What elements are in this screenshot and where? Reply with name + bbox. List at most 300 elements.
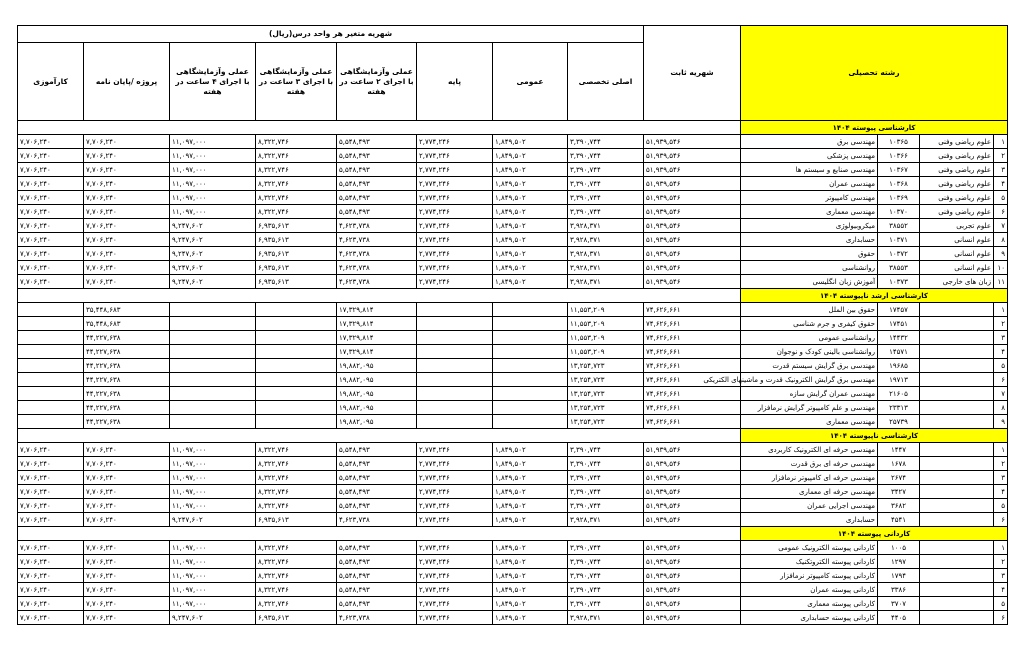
lab-2h-fee: ۵,۵۴۸,۴۹۳ xyxy=(337,471,417,485)
project-fee: ۷,۷۰۶,۲۴۰ xyxy=(84,471,170,485)
field-code: ۱۹۷۱۳ xyxy=(878,373,920,387)
lab-2h-fee: ۴,۶۲۳,۷۳۸ xyxy=(337,247,417,261)
project-fee: ۷,۷۰۶,۲۴۰ xyxy=(84,499,170,513)
general-fee: ۱,۸۴۹,۵۰۲ xyxy=(493,471,568,485)
internship-fee xyxy=(18,373,84,387)
lab-2h-fee: ۱۷,۳۲۹,۸۱۴ xyxy=(337,345,417,359)
row-number: ۲ xyxy=(994,457,1008,471)
lab-3h-fee: ۸,۳۲۲,۷۴۶ xyxy=(256,583,337,597)
general-fee: ۱,۸۴۹,۵۰۲ xyxy=(493,191,568,205)
field-name: کاردانی پیوسته عمران xyxy=(741,583,878,597)
lab-2h-fee: ۱۹,۸۸۲,۰۹۵ xyxy=(337,415,417,429)
header-general: عمومی xyxy=(493,43,568,121)
field-group: علوم ریاضی وفنی xyxy=(920,205,994,219)
table-row xyxy=(18,191,1008,205)
general-fee: ۱,۸۴۹,۵۰۲ xyxy=(493,443,568,457)
table-row xyxy=(18,177,1008,191)
lab-4h-fee: ۱۱,۰۹۷,۰۰۰ xyxy=(170,135,256,149)
field-code: ۱۷۹۴ xyxy=(878,569,920,583)
specialized-fee: ۱۱,۵۵۳,۲۰۹ xyxy=(568,317,644,331)
project-fee: ۷,۷۰۶,۲۴۰ xyxy=(84,191,170,205)
lab-4h-fee: ۱۱,۰۹۷,۰۰۰ xyxy=(170,191,256,205)
general-fee: ۱,۸۴۹,۵۰۲ xyxy=(493,233,568,247)
table-row xyxy=(18,247,1008,261)
row-number: ۵ xyxy=(994,597,1008,611)
header-lab-2h: عملی وآزمایشگاهی با اجرای ۲ ساعت در هفته xyxy=(337,43,417,121)
lab-2h-fee: ۱۷,۳۲۹,۸۱۴ xyxy=(337,317,417,331)
field-name: مهندسی معماری xyxy=(741,415,878,429)
fixed-tuition: ۵۱,۹۳۹,۵۴۶ xyxy=(644,135,741,149)
lab-3h-fee: ۸,۳۲۲,۷۴۶ xyxy=(256,177,337,191)
table-row xyxy=(18,359,1008,373)
row-number: ۱ xyxy=(994,135,1008,149)
internship-fee: ۷,۷۰۶,۲۴۰ xyxy=(18,233,84,247)
base-fee xyxy=(417,303,493,317)
field-code: ۲۶۷۴ xyxy=(878,471,920,485)
table-row xyxy=(18,303,1008,317)
specialized-fee: ۱۱,۵۵۳,۲۰۹ xyxy=(568,303,644,317)
field-code: ۴۴۰۵ xyxy=(878,611,920,625)
field-code: ۱۰۰۵ xyxy=(878,541,920,555)
specialized-fee: ۱۱,۵۵۳,۲۰۹ xyxy=(568,345,644,359)
fixed-tuition: ۵۱,۹۳۹,۵۴۶ xyxy=(644,583,741,597)
lab-4h-fee xyxy=(170,331,256,345)
field-name: مهندسی اجرایی عمران xyxy=(741,499,878,513)
fixed-tuition: ۵۱,۹۳۹,۵۴۶ xyxy=(644,163,741,177)
specialized-fee: ۳,۳۹۰,۷۴۴ xyxy=(568,583,644,597)
project-fee: ۷,۷۰۶,۲۴۰ xyxy=(84,485,170,499)
field-group xyxy=(920,513,994,527)
specialized-fee: ۳,۹۲۸,۳۷۱ xyxy=(568,247,644,261)
base-fee xyxy=(417,373,493,387)
table-row xyxy=(18,345,1008,359)
lab-3h-fee xyxy=(256,303,337,317)
field-group: علوم انسانی xyxy=(920,247,994,261)
table-row xyxy=(18,219,1008,233)
row-number: ۵ xyxy=(994,191,1008,205)
specialized-fee: ۳,۹۲۸,۳۷۱ xyxy=(568,233,644,247)
row-number: ۳ xyxy=(994,569,1008,583)
internship-fee: ۷,۷۰۶,۲۴۰ xyxy=(18,247,84,261)
lab-4h-fee: ۱۱,۰۹۷,۰۰۰ xyxy=(170,555,256,569)
section-header-row xyxy=(18,121,1008,135)
header-fixed-tuition: شهریه ثابت xyxy=(644,26,741,121)
lab-3h-fee: ۶,۹۳۵,۶۱۳ xyxy=(256,513,337,527)
specialized-fee: ۳,۹۲۸,۳۷۱ xyxy=(568,611,644,625)
project-fee: ۷,۷۰۶,۲۴۰ xyxy=(84,555,170,569)
lab-2h-fee: ۵,۵۴۸,۴۹۳ xyxy=(337,205,417,219)
section-header-row xyxy=(18,429,1008,443)
project-fee: ۴۴,۲۲۷,۶۳۸ xyxy=(84,415,170,429)
lab-4h-fee xyxy=(170,359,256,373)
field-name: حقوق xyxy=(741,247,878,261)
base-fee: ۲,۷۷۴,۲۴۶ xyxy=(417,443,493,457)
field-name: مهندسی عمران گرایش سازه xyxy=(741,387,878,401)
lab-2h-fee: ۵,۵۴۸,۴۹۳ xyxy=(337,191,417,205)
row-number: ۸ xyxy=(994,401,1008,415)
row-number: ۴ xyxy=(994,583,1008,597)
base-fee: ۲,۷۷۴,۲۴۶ xyxy=(417,471,493,485)
field-group: علوم انسانی xyxy=(920,261,994,275)
field-name: حقوق کیفری و جرم شناسی xyxy=(741,317,878,331)
general-fee: ۱,۸۴۹,۵۰۲ xyxy=(493,541,568,555)
project-fee: ۷,۷۰۶,۲۴۰ xyxy=(84,597,170,611)
specialized-fee: ۳,۳۹۰,۷۴۴ xyxy=(568,457,644,471)
field-code: ۱۲۹۷ xyxy=(878,555,920,569)
field-name: حسابداری xyxy=(741,513,878,527)
specialized-fee: ۱۳,۲۵۴,۷۲۳ xyxy=(568,373,644,387)
header-field: رشته تحصیلی xyxy=(741,26,1008,121)
fixed-tuition: ۵۱,۹۳۹,۵۴۶ xyxy=(644,205,741,219)
project-fee: ۳۵,۴۴۸,۶۸۳ xyxy=(84,317,170,331)
table-row xyxy=(18,415,1008,429)
internship-fee: ۷,۷۰۶,۲۴۰ xyxy=(18,499,84,513)
field-code: ۱۹۶۸۵ xyxy=(878,359,920,373)
project-fee: ۷,۷۰۶,۲۴۰ xyxy=(84,583,170,597)
header-lab-3h: عملی وآزمایشگاهی با اجرای ۳ ساعت در هفته xyxy=(256,43,337,121)
row-number: ۳ xyxy=(994,331,1008,345)
field-name: مهندسی پزشکی xyxy=(741,149,878,163)
internship-fee: ۷,۷۰۶,۲۴۰ xyxy=(18,569,84,583)
field-name: مهندسی برق گرایش سیستم قدرت xyxy=(741,359,878,373)
general-fee: ۱,۸۴۹,۵۰۲ xyxy=(493,177,568,191)
base-fee: ۲,۷۷۴,۲۴۶ xyxy=(417,191,493,205)
specialized-fee: ۳,۳۹۰,۷۴۴ xyxy=(568,499,644,513)
internship-fee xyxy=(18,303,84,317)
lab-2h-fee: ۱۹,۸۸۲,۰۹۵ xyxy=(337,359,417,373)
lab-4h-fee: ۹,۲۴۷,۶۰۲ xyxy=(170,611,256,625)
lab-4h-fee: ۱۱,۰۹۷,۰۰۰ xyxy=(170,163,256,177)
row-number: ۹ xyxy=(994,247,1008,261)
base-fee: ۲,۷۷۴,۲۴۶ xyxy=(417,135,493,149)
fixed-tuition: ۵۱,۹۳۹,۵۴۶ xyxy=(644,191,741,205)
row-number: ۱ xyxy=(994,541,1008,555)
field-group xyxy=(920,317,994,331)
section-title: کارشناسی پیوسته ۱۴۰۴ xyxy=(741,121,1008,135)
field-code: ۱۰۳۶۹ xyxy=(878,191,920,205)
field-group xyxy=(920,611,994,625)
project-fee: ۷,۷۰۶,۲۴۰ xyxy=(84,275,170,289)
section-title: کاردانی پیوسته ۱۴۰۴ xyxy=(741,527,1008,541)
base-fee: ۲,۷۷۴,۲۴۶ xyxy=(417,163,493,177)
lab-2h-fee: ۵,۵۴۸,۴۹۳ xyxy=(337,177,417,191)
base-fee: ۲,۷۷۴,۲۴۶ xyxy=(417,177,493,191)
field-code: ۱۰۳۶۵ xyxy=(878,135,920,149)
field-group xyxy=(920,541,994,555)
field-group xyxy=(920,569,994,583)
lab-2h-fee: ۵,۵۴۸,۴۹۳ xyxy=(337,555,417,569)
specialized-fee: ۳,۳۹۰,۷۴۴ xyxy=(568,163,644,177)
field-group: علوم ریاضی وفنی xyxy=(920,177,994,191)
base-fee xyxy=(417,401,493,415)
base-fee xyxy=(417,387,493,401)
lab-4h-fee: ۱۱,۰۹۷,۰۰۰ xyxy=(170,583,256,597)
lab-3h-fee xyxy=(256,401,337,415)
lab-3h-fee: ۶,۹۳۵,۶۱۳ xyxy=(256,275,337,289)
field-group xyxy=(920,443,994,457)
project-fee: ۷,۷۰۶,۲۴۰ xyxy=(84,233,170,247)
specialized-fee: ۳,۳۹۰,۷۴۴ xyxy=(568,135,644,149)
field-name: کاردانی پیوسته حسابداری xyxy=(741,611,878,625)
table-row xyxy=(18,471,1008,485)
specialized-fee: ۳,۳۹۰,۷۴۴ xyxy=(568,443,644,457)
lab-2h-fee: ۴,۶۲۳,۷۳۸ xyxy=(337,513,417,527)
internship-fee: ۷,۷۰۶,۲۴۰ xyxy=(18,135,84,149)
fixed-tuition: ۷۴,۶۲۶,۶۶۱ xyxy=(644,401,741,415)
base-fee: ۲,۷۷۴,۲۴۶ xyxy=(417,583,493,597)
lab-4h-fee xyxy=(170,317,256,331)
field-group xyxy=(920,331,994,345)
field-group xyxy=(920,345,994,359)
field-code: ۳۶۸۲ xyxy=(878,499,920,513)
specialized-fee: ۳,۳۹۰,۷۴۴ xyxy=(568,541,644,555)
field-code: ۳۸۵۵۳ xyxy=(878,261,920,275)
header-lab-4h: عملی وآزمایشگاهی با اجرای ۴ ساعت در هفته xyxy=(170,43,256,121)
internship-fee: ۷,۷۰۶,۲۴۰ xyxy=(18,611,84,625)
specialized-fee: ۳,۳۹۰,۷۴۴ xyxy=(568,177,644,191)
field-name: مهندسی برق xyxy=(741,135,878,149)
field-group xyxy=(920,303,994,317)
lab-2h-fee: ۵,۵۴۸,۴۹۳ xyxy=(337,443,417,457)
field-code: ۳۳۸۶ xyxy=(878,583,920,597)
field-name: کاردانی پیوسته الکترونیک عمومی xyxy=(741,541,878,555)
specialized-fee: ۳,۹۲۸,۳۷۱ xyxy=(568,261,644,275)
field-code: ۱۴۵۷۱ xyxy=(878,345,920,359)
table-row xyxy=(18,373,1008,387)
lab-3h-fee: ۸,۳۲۲,۷۴۶ xyxy=(256,135,337,149)
lab-2h-fee: ۵,۵۴۸,۴۹۳ xyxy=(337,541,417,555)
table-row xyxy=(18,275,1008,289)
field-name: مهندسی برق گرایش الکترونیک قدرت و ماشینهای الکتریکی xyxy=(741,373,878,387)
field-group: علوم ریاضی وفنی xyxy=(920,135,994,149)
lab-4h-fee xyxy=(170,345,256,359)
base-fee xyxy=(417,359,493,373)
table-row xyxy=(18,541,1008,555)
section-title: کارشناسی ارشد ناپیوسته ۱۴۰۴ xyxy=(741,289,1008,303)
fixed-tuition: ۵۱,۹۳۹,۵۴۶ xyxy=(644,555,741,569)
fixed-tuition: ۷۴,۶۲۶,۶۶۱ xyxy=(644,317,741,331)
field-group xyxy=(920,471,994,485)
lab-3h-fee: ۶,۹۳۵,۶۱۳ xyxy=(256,233,337,247)
tuition-table xyxy=(17,25,1008,625)
field-code: ۱۰۳۶۷ xyxy=(878,163,920,177)
general-fee: ۱,۸۴۹,۵۰۲ xyxy=(493,247,568,261)
row-number: ۶ xyxy=(994,205,1008,219)
lab-3h-fee: ۸,۳۲۲,۷۴۶ xyxy=(256,485,337,499)
lab-2h-fee: ۱۷,۳۲۹,۸۱۴ xyxy=(337,303,417,317)
internship-fee: ۷,۷۰۶,۲۴۰ xyxy=(18,457,84,471)
specialized-fee: ۳,۳۹۰,۷۴۴ xyxy=(568,555,644,569)
fixed-tuition: ۵۱,۹۳۹,۵۴۶ xyxy=(644,177,741,191)
lab-3h-fee: ۶,۹۳۵,۶۱۳ xyxy=(256,611,337,625)
general-fee xyxy=(493,415,568,429)
lab-3h-fee xyxy=(256,345,337,359)
field-name: مهندسی حرفه ای الکترونیک کاربردی xyxy=(741,443,878,457)
internship-fee xyxy=(18,331,84,345)
field-group xyxy=(920,387,994,401)
general-fee: ۱,۸۴۹,۵۰۲ xyxy=(493,149,568,163)
row-number: ۸ xyxy=(994,233,1008,247)
lab-2h-fee: ۵,۵۴۸,۴۹۳ xyxy=(337,485,417,499)
project-fee: ۷,۷۰۶,۲۴۰ xyxy=(84,135,170,149)
general-fee xyxy=(493,401,568,415)
field-name: کاردانی پیوسته معماری xyxy=(741,597,878,611)
base-fee xyxy=(417,331,493,345)
row-number: ۲ xyxy=(994,149,1008,163)
table-row xyxy=(18,555,1008,569)
lab-2h-fee: ۵,۵۴۸,۴۹۳ xyxy=(337,597,417,611)
internship-fee: ۷,۷۰۶,۲۴۰ xyxy=(18,191,84,205)
general-fee: ۱,۸۴۹,۵۰۲ xyxy=(493,555,568,569)
project-fee: ۷,۷۰۶,۲۴۰ xyxy=(84,443,170,457)
field-code: ۱۰۳۶۸ xyxy=(878,177,920,191)
fixed-tuition: ۷۴,۶۲۶,۶۶۱ xyxy=(644,373,741,387)
lab-3h-fee: ۶,۹۳۵,۶۱۳ xyxy=(256,247,337,261)
fixed-tuition: ۵۱,۹۳۹,۵۴۶ xyxy=(644,541,741,555)
internship-fee xyxy=(18,317,84,331)
field-name: روانشناسی xyxy=(741,261,878,275)
project-fee: ۷,۷۰۶,۲۴۰ xyxy=(84,541,170,555)
lab-4h-fee xyxy=(170,303,256,317)
table-row xyxy=(18,569,1008,583)
specialized-fee: ۳,۳۹۰,۷۴۴ xyxy=(568,597,644,611)
row-number: ۱ xyxy=(994,303,1008,317)
field-code: ۱۰۳۷۲ xyxy=(878,247,920,261)
fixed-tuition: ۷۴,۶۲۶,۶۶۱ xyxy=(644,359,741,373)
lab-3h-fee: ۸,۳۲۲,۷۴۶ xyxy=(256,569,337,583)
section-title: کارشناسی ناپیوسته ۱۴۰۴ xyxy=(741,429,1008,443)
lab-2h-fee: ۴,۶۲۳,۷۳۸ xyxy=(337,275,417,289)
base-fee: ۲,۷۷۴,۲۴۶ xyxy=(417,555,493,569)
internship-fee: ۷,۷۰۶,۲۴۰ xyxy=(18,163,84,177)
base-fee: ۲,۷۷۴,۲۴۶ xyxy=(417,569,493,583)
section-spacer xyxy=(18,527,741,541)
field-name: روانشناسی عمومی xyxy=(741,331,878,345)
fixed-tuition: ۵۱,۹۳۹,۵۴۶ xyxy=(644,261,741,275)
internship-fee: ۷,۷۰۶,۲۴۰ xyxy=(18,205,84,219)
lab-3h-fee: ۶,۹۳۵,۶۱۳ xyxy=(256,261,337,275)
specialized-fee: ۳,۳۹۰,۷۴۴ xyxy=(568,569,644,583)
field-name: مهندسی و علم کامپیوتر گرایش نرمافزار xyxy=(741,401,878,415)
field-name: مهندسی حرفه ای کامپیوتر نرمافزار xyxy=(741,471,878,485)
internship-fee xyxy=(18,387,84,401)
general-fee: ۱,۸۴۹,۵۰۲ xyxy=(493,457,568,471)
row-number: ۶ xyxy=(994,373,1008,387)
field-name: آموزش زبان انگلیسی xyxy=(741,275,878,289)
field-code: ۱۰۳۷۰ xyxy=(878,205,920,219)
row-number: ۹ xyxy=(994,415,1008,429)
header-internship: کارآموزی xyxy=(18,43,84,121)
field-code: ۱۰۳۷۱ xyxy=(878,233,920,247)
specialized-fee: ۱۳,۲۵۴,۷۲۳ xyxy=(568,401,644,415)
lab-4h-fee xyxy=(170,415,256,429)
fixed-tuition: ۵۱,۹۳۹,۵۴۶ xyxy=(644,457,741,471)
project-fee: ۷,۷۰۶,۲۴۰ xyxy=(84,611,170,625)
project-fee: ۳۵,۴۴۸,۶۸۳ xyxy=(84,303,170,317)
fixed-tuition: ۷۴,۶۲۶,۶۶۱ xyxy=(644,331,741,345)
specialized-fee: ۳,۳۹۰,۷۴۴ xyxy=(568,205,644,219)
lab-3h-fee xyxy=(256,415,337,429)
lab-3h-fee: ۸,۳۲۲,۷۴۶ xyxy=(256,149,337,163)
lab-3h-fee: ۸,۳۲۲,۷۴۶ xyxy=(256,205,337,219)
fixed-tuition: ۵۱,۹۳۹,۵۴۶ xyxy=(644,149,741,163)
project-fee: ۷,۷۰۶,۲۴۰ xyxy=(84,219,170,233)
lab-2h-fee: ۵,۵۴۸,۴۹۳ xyxy=(337,457,417,471)
general-fee: ۱,۸۴۹,۵۰۲ xyxy=(493,611,568,625)
table-row xyxy=(18,611,1008,625)
field-group xyxy=(920,359,994,373)
row-number: ۴ xyxy=(994,485,1008,499)
internship-fee: ۷,۷۰۶,۲۴۰ xyxy=(18,177,84,191)
specialized-fee: ۳,۳۹۰,۷۴۴ xyxy=(568,149,644,163)
row-number: ۵ xyxy=(994,499,1008,513)
internship-fee: ۷,۷۰۶,۲۴۰ xyxy=(18,219,84,233)
table-row xyxy=(18,149,1008,163)
header-variable-group: شهریه متغیر هر واحد درس(ریال) xyxy=(18,26,644,43)
lab-4h-fee: ۱۱,۰۹۷,۰۰۰ xyxy=(170,471,256,485)
field-group: علوم ریاضی وفنی xyxy=(920,163,994,177)
general-fee xyxy=(493,359,568,373)
internship-fee: ۷,۷۰۶,۲۴۰ xyxy=(18,261,84,275)
project-fee: ۷,۷۰۶,۲۴۰ xyxy=(84,261,170,275)
lab-2h-fee: ۵,۵۴۸,۴۹۳ xyxy=(337,149,417,163)
field-name: روانشناسی بالینی کودک و نوجوان xyxy=(741,345,878,359)
table-row xyxy=(18,387,1008,401)
project-fee: ۴۴,۲۲۷,۶۳۸ xyxy=(84,331,170,345)
table-row xyxy=(18,583,1008,597)
field-name: کاردانی پیوسته کامپیوتر نرمافزار xyxy=(741,569,878,583)
fixed-tuition: ۵۱,۹۳۹,۵۴۶ xyxy=(644,275,741,289)
section-spacer xyxy=(18,289,741,303)
specialized-fee: ۱۱,۵۵۳,۲۰۹ xyxy=(568,331,644,345)
row-number: ۳ xyxy=(994,163,1008,177)
lab-4h-fee: ۹,۲۴۷,۶۰۲ xyxy=(170,513,256,527)
base-fee: ۲,۷۷۴,۲۴۶ xyxy=(417,541,493,555)
table-row xyxy=(18,163,1008,177)
general-fee: ۱,۸۴۹,۵۰۲ xyxy=(493,163,568,177)
base-fee: ۲,۷۷۴,۲۴۶ xyxy=(417,261,493,275)
lab-4h-fee xyxy=(170,373,256,387)
base-fee: ۲,۷۷۴,۲۴۶ xyxy=(417,205,493,219)
general-fee: ۱,۸۴۹,۵۰۲ xyxy=(493,597,568,611)
base-fee: ۲,۷۷۴,۲۴۶ xyxy=(417,219,493,233)
lab-3h-fee: ۸,۳۲۲,۷۴۶ xyxy=(256,471,337,485)
internship-fee: ۷,۷۰۶,۲۴۰ xyxy=(18,541,84,555)
fixed-tuition: ۷۴,۶۲۶,۶۶۱ xyxy=(644,387,741,401)
lab-2h-fee: ۵,۵۴۸,۴۹۳ xyxy=(337,569,417,583)
project-fee: ۷,۷۰۶,۲۴۰ xyxy=(84,149,170,163)
lab-4h-fee: ۹,۲۴۷,۶۰۲ xyxy=(170,275,256,289)
lab-2h-fee: ۴,۶۲۳,۷۳۸ xyxy=(337,233,417,247)
field-name: کاردانی پیوسته الکتروتکنیک xyxy=(741,555,878,569)
lab-3h-fee: ۸,۳۲۲,۷۴۶ xyxy=(256,597,337,611)
specialized-fee: ۳,۳۹۰,۷۴۴ xyxy=(568,191,644,205)
project-fee: ۴۴,۲۲۷,۶۳۸ xyxy=(84,373,170,387)
base-fee: ۲,۷۷۴,۲۴۶ xyxy=(417,597,493,611)
lab-3h-fee: ۸,۳۲۲,۷۴۶ xyxy=(256,541,337,555)
field-code: ۲۳۳۱۳ xyxy=(878,401,920,415)
field-code: ۱۴۴۷ xyxy=(878,443,920,457)
internship-fee: ۷,۷۰۶,۲۴۰ xyxy=(18,485,84,499)
lab-2h-fee: ۱۷,۳۲۹,۸۱۴ xyxy=(337,331,417,345)
lab-2h-fee: ۵,۵۴۸,۴۹۳ xyxy=(337,163,417,177)
lab-4h-fee: ۹,۲۴۷,۶۰۲ xyxy=(170,219,256,233)
project-fee: ۴۴,۲۲۷,۶۳۸ xyxy=(84,345,170,359)
project-fee: ۴۴,۲۲۷,۶۳۸ xyxy=(84,359,170,373)
lab-2h-fee: ۴,۶۲۳,۷۳۸ xyxy=(337,261,417,275)
table-row xyxy=(18,499,1008,513)
general-fee xyxy=(493,373,568,387)
